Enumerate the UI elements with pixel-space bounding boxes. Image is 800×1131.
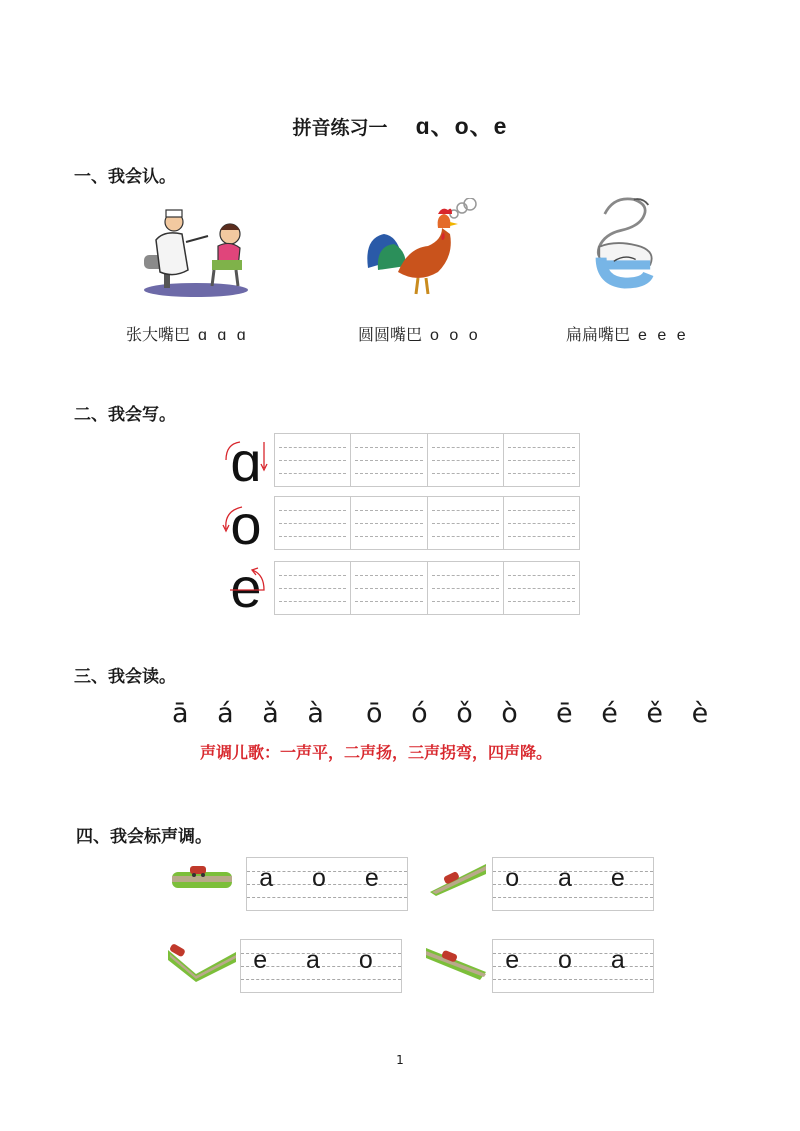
section-1-heading: 一、我会认。 (74, 167, 176, 187)
rooster-icon (358, 198, 478, 298)
falling-road-icon (424, 940, 488, 980)
writing-cell[interactable] (275, 562, 351, 614)
section-3-heading: 三、我会读。 (74, 667, 176, 687)
caption-o: 圆圆嘴巴 o o o (358, 325, 481, 344)
tone-group-a: ā á ǎ à (172, 698, 334, 729)
writing-cell[interactable] (504, 562, 579, 614)
doctor-exam-icon (134, 200, 254, 300)
tone-box-1[interactable]: a o e (246, 857, 408, 911)
tone-rhyme: 声调儿歌：一声平，二声扬，三声拐弯，四声降。 (200, 743, 553, 762)
writing-grid-o[interactable] (274, 496, 580, 550)
stroke-letter-a: ɑ (218, 434, 274, 490)
tone-box-4[interactable]: e o a (492, 939, 654, 993)
tone-box-2[interactable]: o a e (492, 857, 654, 911)
writing-cell[interactable] (428, 497, 504, 549)
writing-cell[interactable] (428, 562, 504, 614)
writing-cell[interactable] (428, 434, 504, 486)
title-text: 拼音练习一 (292, 117, 388, 139)
section-4-heading: 四、我会标声调。 (76, 827, 212, 847)
dip-road-icon (166, 940, 238, 982)
stroke-order-arrow-icon (218, 434, 274, 490)
stroke-letter-o: o (218, 497, 274, 553)
writing-cell[interactable] (351, 562, 427, 614)
tone-group-o: ō ó ǒ ò (366, 698, 528, 729)
writing-cell[interactable] (504, 497, 579, 549)
tone-box-3[interactable]: e a o (240, 939, 402, 993)
writing-cell[interactable] (275, 497, 351, 549)
caption-e: 扁扁嘴巴 e e e (566, 325, 689, 344)
stroke-letter-e: e (218, 560, 274, 616)
caption-a: 张大嘴巴 ɑ ɑ ɑ (126, 325, 249, 344)
stroke-order-arrow-icon (218, 497, 274, 553)
page-title (0, 108, 800, 141)
section-2-heading: 二、我会写。 (74, 405, 176, 425)
rising-road-icon (428, 856, 488, 896)
writing-cell[interactable] (504, 434, 579, 486)
goose-icon (572, 194, 692, 294)
writing-cell[interactable] (275, 434, 351, 486)
title-letters: ɑ、o、e (415, 113, 508, 139)
writing-cell[interactable] (351, 497, 427, 549)
writing-grid-a[interactable] (274, 433, 580, 487)
writing-cell[interactable] (351, 434, 427, 486)
page-number: 1 (396, 1053, 404, 1067)
stroke-order-arrow-icon (218, 560, 274, 616)
writing-grid-e[interactable] (274, 561, 580, 615)
flat-road-icon (170, 858, 234, 894)
tone-group-e: ē é ě è (556, 698, 719, 729)
